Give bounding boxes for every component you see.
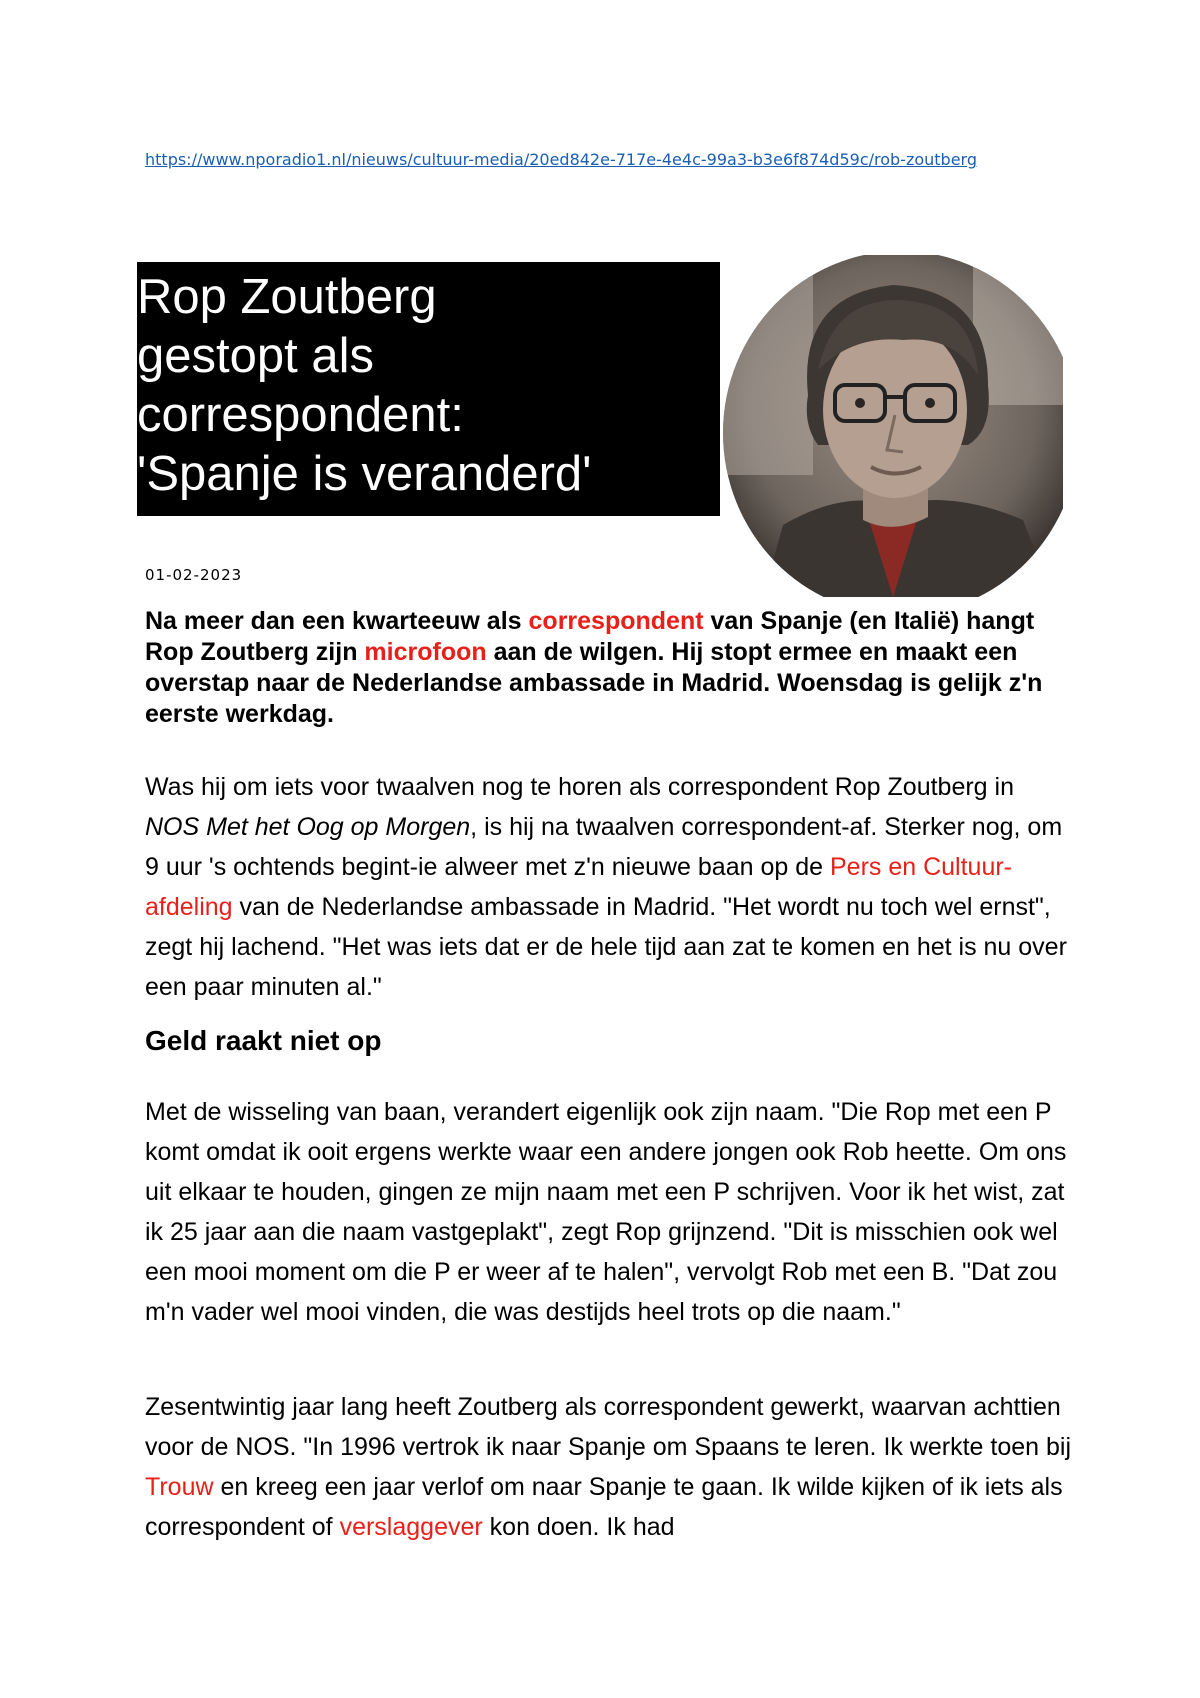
body-paragraph-3 (145, 1387, 1075, 1547)
source-link[interactable]: https://www.nporadio1.nl/nieuws/cultuur-media/20ed842e-717e-4e4c-99a3-b3e6f874d59c/rob-zoutberg (145, 150, 977, 169)
headline-line: 'Spanje is veranderd' (137, 447, 592, 501)
text-run: , is hij na twaalven correspondent-af. Sterker nog, om 9 uur 's ochtends begint-ie alweer met z'n nieuwe baan op de (145, 813, 1063, 881)
link-verslaggever[interactable]: verslaggever (339, 1513, 483, 1541)
link-correspondent[interactable]: correspondent (528, 607, 704, 635)
text-run: Na meer dan een kwarteeuw als (145, 607, 529, 635)
headline-line: gestopt als (137, 329, 374, 383)
headline-line: correspondent: (137, 388, 464, 442)
link-trouw[interactable]: Trouw (145, 1473, 214, 1501)
section-heading: Geld raakt niet op (145, 1025, 382, 1056)
text-run: van de Nederlandse ambassade in Madrid. "Het wordt nu toch wel ernst", zegt hij lachend. "Het was iets dat er de hele tijd aan zat te komen en het is nu over een paar minuten al." (145, 893, 1067, 1001)
text-run: aan de wilgen. Hij stopt ermee en maakt een overstap naar de Nederlandse ambassade in Madrid. Woensdag is gelijk z'n eerste werkdag. (145, 638, 1043, 728)
text-run: van Spanje (en Italië) hangt Rop Zoutberg zijn (145, 607, 1035, 666)
body-paragraph-2: Met de wisseling van baan, verandert eigenlijk ook zijn naam. "Die Rop met een P komt omdat ik ooit ergens werkte waar een andere jongen ook Rob heette. Om ons uit elkaar te houden, gingen ze mijn naam met een P schrijven. Voor ik het wist, zat ik 25 jaar aan die naam vastgeplakt", zegt Rop grijnzend. "Dit is misschien ook wel een mooi moment om die P er weer af te halen", vervolgt Rob met een B. "Dat zou m'n vader wel mooi vinden, die was destijds heel trots op die naam." (145, 1098, 1067, 1326)
text-run: en kreeg een jaar verlof om naar Spanje te gaan. Ik wilde kijken of ik iets als correspondent of (145, 1473, 1063, 1541)
article-headline (137, 268, 727, 504)
text-run: kon doen. Ik had (482, 1513, 675, 1541)
body-paragraph-1 (145, 767, 1075, 1007)
headline-line: Rop Zoutberg (137, 270, 437, 324)
program-name: NOS Met het Oog op Morgen (145, 813, 471, 841)
text-run: Was hij om iets voor twaalven nog te horen als correspondent Rop Zoutberg in (145, 773, 1014, 801)
portrait-photo (723, 255, 1063, 597)
link-microfoon[interactable]: microfoon (364, 638, 487, 666)
text-run: Zesentwintig jaar lang heeft Zoutberg als correspondent gewerkt, waarvan achttien voor de NOS. "In 1996 vertrok ik naar Spanje om Spaans te leren. Ik werkte toen bij (145, 1393, 1072, 1461)
link-pers-cultuur[interactable]: Pers en Cultuur-afdeling (145, 853, 1013, 921)
publish-date: 01-02-2023 (145, 566, 243, 584)
lead-paragraph (145, 606, 1065, 730)
